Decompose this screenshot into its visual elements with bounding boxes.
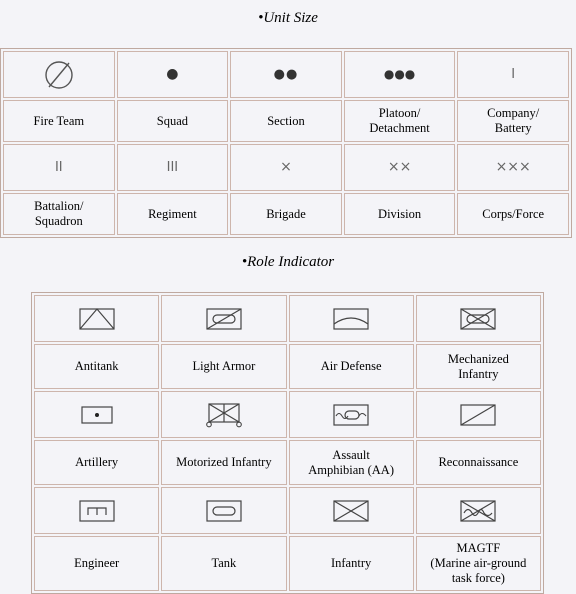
artillery-label: Artillery xyxy=(34,440,159,485)
fire-team-icon xyxy=(41,57,77,93)
tank-icon xyxy=(206,500,242,522)
section-symbol-cell xyxy=(230,51,342,98)
infantry-symbol-cell xyxy=(289,487,414,534)
unit-size-heading: •Unit Size xyxy=(258,10,318,26)
regiment-symbol-cell xyxy=(117,144,229,191)
regiment-icon: III xyxy=(166,160,179,175)
antitank-label: Antitank xyxy=(34,344,159,389)
light-armor-label: Light Armor xyxy=(161,344,286,389)
engineer-symbol-cell xyxy=(34,487,159,534)
air-defense-label: Air Defense xyxy=(289,344,414,389)
division-symbol-cell xyxy=(344,144,456,191)
fire-team-label: Fire Team xyxy=(3,100,115,142)
corps-symbol-cell xyxy=(457,144,569,191)
reconnaissance-label: Reconnaissance xyxy=(416,440,541,485)
battalion-label: Battalion/ Squadron xyxy=(3,193,115,235)
platoon-label: Platoon/ Detachment xyxy=(344,100,456,142)
assault-amphibian-symbol-cell xyxy=(289,391,414,438)
squad-label: Squad xyxy=(117,100,229,142)
role-indicator-table xyxy=(31,292,544,594)
battalion-icon: II xyxy=(54,160,63,175)
mechanized-infantry-symbol-cell xyxy=(416,295,541,342)
antitank-icon xyxy=(79,308,115,330)
infantry-label: Infantry xyxy=(289,536,414,591)
squad-icon: ● xyxy=(166,66,179,82)
company-label: Company/ Battery xyxy=(457,100,569,142)
squad-symbol-cell xyxy=(117,51,229,98)
infantry-icon xyxy=(333,500,369,522)
magtf-label: MAGTF (Marine air-ground task force) xyxy=(416,536,541,591)
motorized-infantry-label: Motorized Infantry xyxy=(161,440,286,485)
platoon-icon: ●●● xyxy=(383,67,416,81)
mechanized-infantry-label: Mechanized Infantry xyxy=(416,344,541,389)
tank-label: Tank xyxy=(161,536,286,591)
division-label: Division xyxy=(344,193,456,235)
battalion-symbol-cell xyxy=(3,144,115,191)
motorized-infantry-symbol-cell xyxy=(161,391,286,438)
antitank-symbol-cell xyxy=(34,295,159,342)
light-armor-icon xyxy=(206,308,242,330)
reconnaissance-icon xyxy=(460,404,496,426)
magtf-symbol-cell xyxy=(416,487,541,534)
brigade-icon: × xyxy=(280,159,292,175)
role-indicator-heading: •Role Indicator xyxy=(241,254,335,270)
unit-size-table xyxy=(0,48,572,238)
light-armor-symbol-cell xyxy=(161,295,286,342)
air-defense-icon xyxy=(333,308,369,330)
regiment-label: Regiment xyxy=(117,193,229,235)
section-icon: ●● xyxy=(273,67,299,82)
engineer-label: Engineer xyxy=(34,536,159,591)
artillery-icon xyxy=(79,404,115,426)
corps-icon: ××× xyxy=(495,159,531,175)
air-defense-symbol-cell xyxy=(289,295,414,342)
artillery-symbol-cell xyxy=(34,391,159,438)
brigade-label: Brigade xyxy=(230,193,342,235)
platoon-symbol-cell xyxy=(344,51,456,98)
division-icon: ×× xyxy=(387,159,412,175)
brigade-symbol-cell xyxy=(230,144,342,191)
reconnaissance-symbol-cell xyxy=(416,391,541,438)
motorized-infantry-icon xyxy=(204,402,244,428)
corps-label: Corps/Force xyxy=(457,193,569,235)
assault-amphibian-icon xyxy=(333,404,369,426)
engineer-icon xyxy=(79,500,115,522)
company-symbol-cell xyxy=(457,51,569,98)
company-icon: I xyxy=(511,67,516,82)
magtf-icon xyxy=(460,500,496,522)
mechanized-infantry-icon xyxy=(460,308,496,330)
tank-symbol-cell xyxy=(161,487,286,534)
fire-team-symbol-cell xyxy=(3,51,115,98)
section-label: Section xyxy=(230,100,342,142)
assault-amphibian-label: Assault Amphibian (AA) xyxy=(289,440,414,485)
